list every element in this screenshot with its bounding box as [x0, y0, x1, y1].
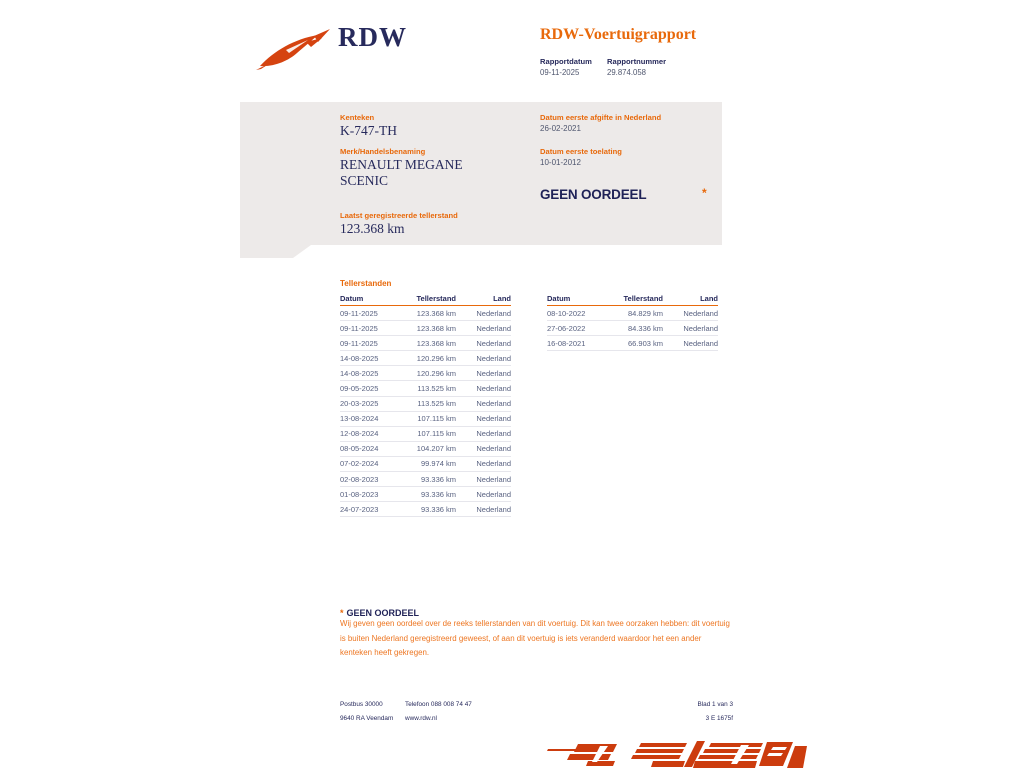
cell-land: Nederland [476, 353, 511, 363]
footer-form-code: 3 E 1675f [705, 715, 733, 722]
table-row [340, 366, 511, 381]
footer-website: www.rdw.nl [405, 715, 437, 722]
col-header-datum: Datum [340, 294, 364, 303]
col-header-tellerstand: Tellerstand [416, 294, 456, 303]
col-header-land: Land [700, 294, 718, 303]
footer-address-line1: Postbus 30000 [340, 701, 383, 708]
col-header-tellerstand: Tellerstand [623, 294, 663, 303]
cell-datum: 27-06-2022 [547, 323, 586, 333]
cell-datum: 09-11-2025 [340, 308, 378, 318]
cell-land: Nederland [476, 338, 511, 348]
report-date-value: 09-11-2025 [540, 68, 580, 77]
cell-tellerstand: 84.336 km [627, 323, 663, 333]
cell-tellerstand: 123.368 km [416, 323, 456, 333]
table-row [340, 321, 511, 336]
cell-tellerstand: 93.336 km [420, 474, 456, 484]
cell-land: Nederland [476, 429, 511, 439]
cell-land: Nederland [476, 323, 511, 333]
footer-contact [405, 698, 472, 726]
cell-land: Nederland [476, 474, 511, 484]
cell-tellerstand: 113.525 km [417, 384, 456, 394]
cell-land: Nederland [476, 459, 511, 469]
cell-tellerstand: 123.368 km [416, 338, 456, 348]
table-row [340, 381, 511, 396]
cell-land: Nederland [683, 308, 718, 318]
kenteken-label: Kenteken [340, 113, 375, 122]
tellerstand-value: 123.368 km [340, 221, 405, 236]
cell-datum: 16-08-2021 [547, 338, 586, 348]
document-title: RDW-Voertuigrapport [540, 26, 697, 43]
col-header-datum: Datum [547, 294, 571, 303]
col-header-land: Land [493, 294, 511, 303]
tellerstand-label: Laatst geregistreerde tellerstand [340, 211, 458, 220]
speed-stripes-graphic [545, 738, 807, 768]
footer-address-line2: 9640 RA Veendam [340, 715, 394, 722]
tellerstanden-title: Tellerstanden [340, 279, 392, 288]
cell-tellerstand: 99.974 km [420, 459, 456, 469]
cell-tellerstand: 107.115 km [417, 429, 456, 439]
rdw-logo-wordmark: RDW [338, 22, 407, 52]
merk-value: RENAULT MEGANE SCENIC [340, 157, 463, 188]
footnote-text: Wij geven geen oordeel over de reeks tellerstanden van dit voertuig. Dit kan twee oorzaken hebben: dit voertuig is buiten Nederland geregistreerd geweest, of aan dit voertuig is iets veranderd waardoor het een ander kenteken heeft gekregen. [340, 619, 730, 658]
report-date-label: Rapportdatum [540, 57, 592, 66]
table-row [547, 336, 718, 351]
cell-datum: 09-11-2025 [340, 323, 378, 333]
cell-tellerstand: 113.525 km [417, 399, 456, 409]
cell-datum: 12-08-2024 [340, 429, 379, 439]
cell-land: Nederland [683, 338, 718, 348]
table-row [340, 336, 511, 351]
eerste-afgifte-value: 26-02-2021 [540, 124, 581, 133]
table-row [340, 397, 511, 412]
cell-land: Nederland [476, 489, 511, 499]
cell-datum: 01-08-2023 [340, 489, 379, 499]
cell-tellerstand: 93.336 km [420, 504, 456, 514]
footer-address [340, 698, 393, 726]
rdw-feather-icon [256, 26, 334, 72]
cell-tellerstand: 84.829 km [627, 308, 663, 318]
report-number-label: Rapportnummer [607, 57, 667, 66]
cell-tellerstand: 120.296 km [416, 368, 456, 378]
cell-land: Nederland [476, 368, 511, 378]
cell-land: Nederland [476, 504, 511, 514]
footer-phone: Telefoon 088 008 74 47 [405, 701, 472, 708]
cell-datum: 07-02-2024 [340, 459, 379, 469]
table-row [340, 502, 511, 517]
cell-datum: 24-07-2023 [340, 504, 379, 514]
cell-land: Nederland [476, 384, 511, 394]
table-row [340, 412, 511, 427]
table-row [340, 442, 511, 457]
cell-land: Nederland [683, 323, 718, 333]
eerste-afgifte-label: Datum eerste afgifte in Nederland [540, 113, 662, 122]
cell-datum: 09-11-2025 [340, 338, 378, 348]
cell-tellerstand: 66.903 km [627, 338, 663, 348]
table-row [547, 321, 718, 336]
table-row [340, 306, 511, 321]
eerste-toelating-value: 10-01-2012 [540, 158, 581, 167]
cell-datum: 02-08-2023 [340, 474, 379, 484]
merk-label: Merk/Handelsbenaming [340, 147, 426, 156]
cell-land: Nederland [476, 399, 511, 409]
cell-land: Nederland [476, 308, 511, 318]
oordeel-asterisk: * [702, 186, 707, 200]
cell-tellerstand: 93.336 km [420, 489, 456, 499]
table-header-row [547, 290, 718, 306]
cell-land: Nederland [476, 414, 511, 424]
table-row [340, 472, 511, 487]
cell-datum: 20-03-2025 [340, 399, 379, 409]
rdw-logo [256, 22, 456, 74]
eerste-toelating-label: Datum eerste toelating [540, 147, 622, 156]
cell-tellerstand: 107.115 km [417, 414, 456, 424]
cell-datum: 14-08-2025 [340, 368, 379, 378]
cell-tellerstand: 104.207 km [416, 444, 456, 454]
table-row [340, 457, 511, 472]
table-row [340, 487, 511, 502]
cell-datum: 09-05-2025 [340, 384, 379, 394]
oordeel-status: GEEN OORDEEL [540, 187, 647, 202]
cell-tellerstand: 123.368 km [416, 308, 456, 318]
footnote-asterisk: * [340, 608, 344, 618]
cell-datum: 13-08-2024 [340, 414, 379, 424]
table-row [340, 351, 511, 366]
report-number-value: 29.874.058 [607, 68, 647, 77]
footnote-title: GEEN OORDEEL [346, 608, 420, 618]
cell-datum: 08-10-2022 [547, 308, 586, 318]
tellerstanden-table-right [547, 290, 718, 351]
cell-land: Nederland [476, 444, 511, 454]
cell-tellerstand: 120.296 km [416, 353, 456, 363]
kenteken-value: K-747-TH [340, 123, 397, 138]
cell-datum: 08-05-2024 [340, 444, 379, 454]
footer-page-number: Blad 1 van 3 [697, 701, 733, 708]
cell-datum: 14-08-2025 [340, 353, 379, 363]
footer-page-info [633, 698, 733, 726]
table-row [547, 306, 718, 321]
table-row [340, 427, 511, 442]
tellerstanden-table-left [340, 290, 511, 517]
table-header-row [340, 290, 511, 306]
